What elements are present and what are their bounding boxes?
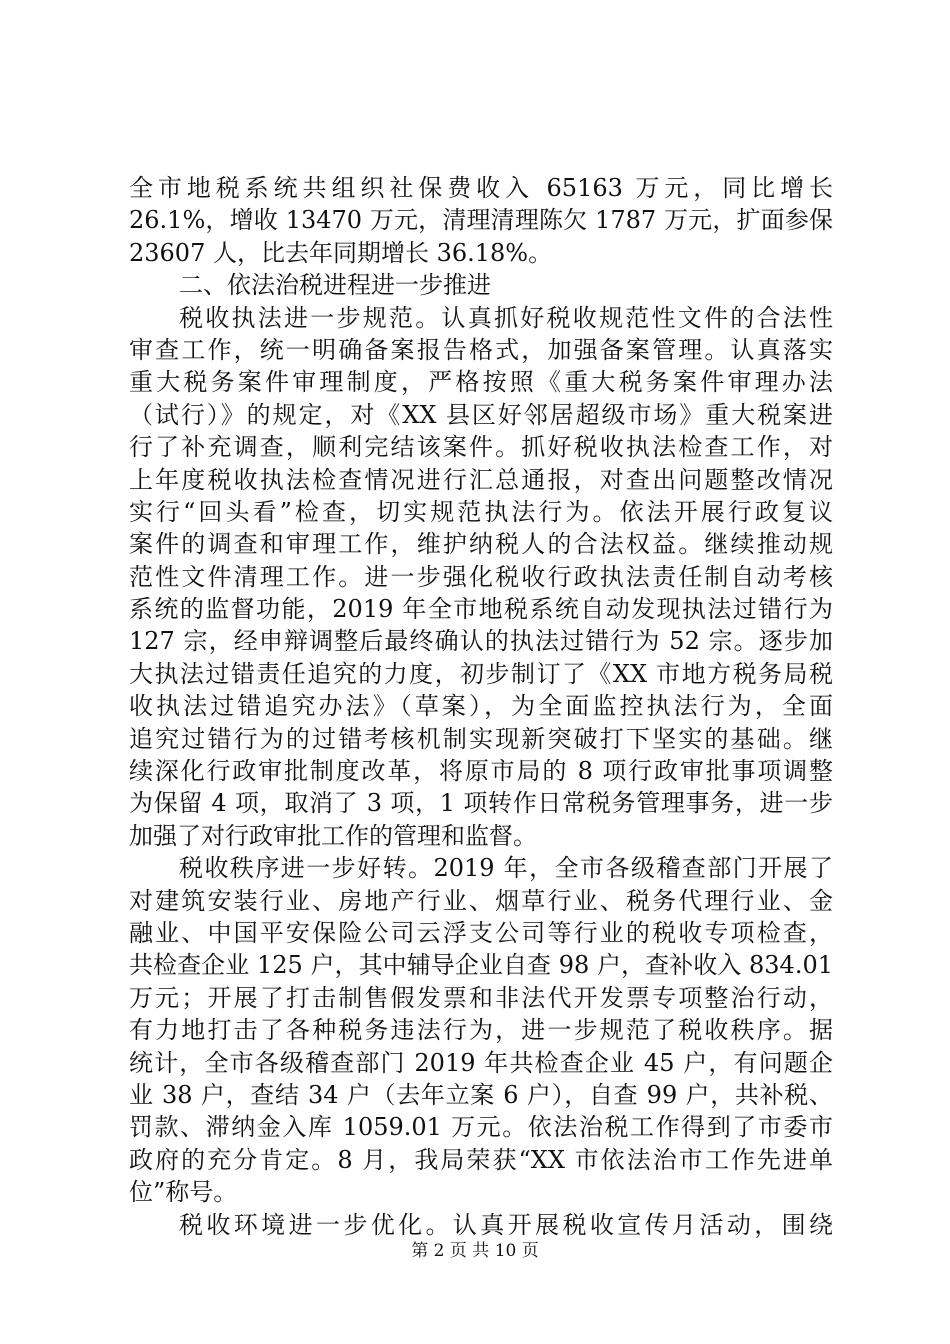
text-line: 26.1%，增收 13470 万元，清理清理陈欠 1787 万元，扩面参保: [129, 206, 833, 235]
paragraph-first-line: 税收秩序进一步好转。2019 年，全市各级稽查部门开展了: [179, 854, 833, 883]
text-line: 重大税务案件审理制度，严格按照《重大税务案件审理办法: [129, 368, 833, 397]
text-line: 续深化行政审批制度改革，将原市局的 8 项行政审批事项调整: [129, 757, 833, 786]
text-line: 为保留 4 项，取消了 3 项，1 项转作日常税务管理事务，进一步: [129, 789, 833, 818]
text-line: 行了补充调查，顺利完结该案件。抓好税收执法检查工作，对: [129, 433, 833, 462]
text-line: 加强了对行政审批工作的管理和监督。: [129, 821, 537, 850]
page-number-footer: 第 2 页 共 10 页: [411, 1241, 539, 1261]
text-line: 共检查企业 125 户，其中辅导企业自查 98 户，查补收入 834.01: [129, 951, 833, 980]
text-line: 对建筑安装行业、房地产行业、烟草行业、税务代理行业、金: [129, 886, 833, 915]
text-line: 政府的充分肯定。8 月，我局荣获“XX 市依法治市工作先进单: [129, 1145, 833, 1174]
text-line: （试行）》的规定，对《XX 县区好邻居超级市场》重大税案进: [129, 400, 833, 429]
text-line: 案件的调查和审理工作，维护纳税人的合法权益。继续推动规: [129, 530, 833, 559]
text-line: 有力地打击了各种税务违法行为，进一步规范了税收秩序。据: [129, 1016, 833, 1045]
text-line: 业 38 户，查结 34 户（去年立案 6 户），自查 99 户，共补税、: [129, 1080, 833, 1109]
text-line: 统计，全市各级稽查部门 2019 年共检查企业 45 户，有问题企: [129, 1048, 833, 1077]
text-line: 23607 人，比去年同期增长 36.18%。: [129, 238, 553, 267]
text-line: 大执法过错责任追究的力度，初步制订了《XX 市地方税务局税: [129, 659, 833, 688]
text-line: 审查工作，统一明确备案报告格式，加强备案管理。认真落实: [129, 335, 833, 364]
text-line: 万元；开展了打击制售假发票和非法代开发票专项整治行动，: [129, 983, 833, 1012]
paragraph-first-line: 税收执法进一步规范。认真抓好税收规范性文件的合法性: [179, 303, 833, 332]
text-line: 追究过错行为的过错考核机制实现新突破打下坚实的基础。继: [129, 724, 833, 753]
text-line: 全市地税系统共组织社保费收入 65163 万元，同比增长: [129, 174, 833, 202]
text-line: 位”称号。: [129, 1178, 238, 1207]
text-line: 实行“回头看”检查，切实规范执法行为。依法开展行政复议: [129, 497, 833, 526]
text-line: 范性文件清理工作。进一步强化税收行政执法责任制自动考核: [129, 562, 833, 591]
section-heading: 二、依法治税进程进一步推进: [179, 271, 491, 300]
text-line: 127 宗，经申辩调整后最终确认的执法过错行为 52 宗。逐步加: [129, 627, 833, 656]
text-line: 收执法过错追究办法》（草案），为全面监控执法行为，全面: [129, 692, 833, 721]
text-line: 融业、中国平安保险公司云浮支公司等行业的税收专项检查，: [129, 918, 833, 947]
text-line: 上年度税收执法检查情况进行汇总通报，对查出问题整改情况: [129, 465, 833, 494]
document-body: [129, 172, 833, 1241]
text-line: 罚款、滞纳金入库 1059.01 万元。依法治税工作得到了市委市: [129, 1113, 833, 1142]
paragraph-first-line: 税收环境进一步优化。认真开展税收宣传月活动，围绕: [179, 1210, 833, 1239]
text-line: 系统的监督功能，2019 年全市地税系统自动发现执法过错行为: [129, 595, 833, 624]
